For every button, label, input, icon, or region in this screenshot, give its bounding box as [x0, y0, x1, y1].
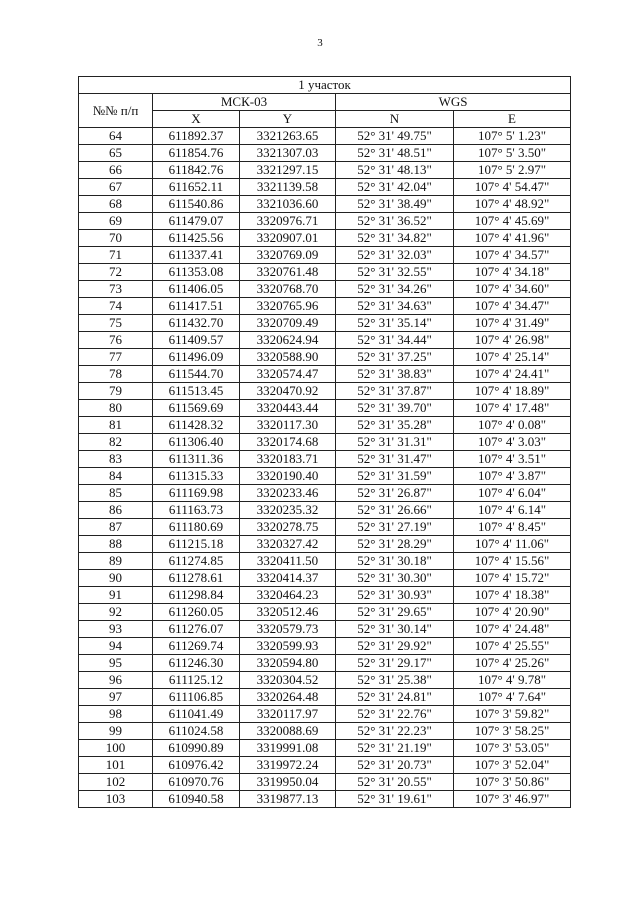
x-cell: 611024.58 [153, 723, 240, 740]
y-cell: 3320117.97 [240, 706, 336, 723]
y-cell: 3321139.58 [240, 179, 336, 196]
x-cell: 611854.76 [153, 145, 240, 162]
table-row [79, 230, 571, 247]
point-number-cell: 69 [79, 213, 153, 230]
n-cell: 52° 31' 48.13" [336, 162, 454, 179]
point-number-cell: 101 [79, 757, 153, 774]
table-row [79, 196, 571, 213]
point-number-cell: 67 [79, 179, 153, 196]
point-number-cell: 74 [79, 298, 153, 315]
x-cell: 611409.57 [153, 332, 240, 349]
n-cell: 52° 31' 22.23" [336, 723, 454, 740]
x-cell: 610976.42 [153, 757, 240, 774]
x-cell: 611337.41 [153, 247, 240, 264]
n-cell: 52° 31' 21.19" [336, 740, 454, 757]
point-number-cell: 95 [79, 655, 153, 672]
e-cell: 107° 4' 41.96" [454, 230, 571, 247]
y-cell: 3320443.44 [240, 400, 336, 417]
e-cell: 107° 3' 52.04" [454, 757, 571, 774]
table-row [79, 264, 571, 281]
x-cell: 611406.05 [153, 281, 240, 298]
table-row [79, 740, 571, 757]
y-cell: 3319972.24 [240, 757, 336, 774]
table-row [79, 400, 571, 417]
n-cell: 52° 31' 49.75" [336, 128, 454, 145]
e-cell: 107° 4' 0.08" [454, 417, 571, 434]
n-cell: 52° 31' 39.70" [336, 400, 454, 417]
n-cell: 52° 31' 27.19" [336, 519, 454, 536]
table-row [79, 706, 571, 723]
n-cell: 52° 31' 29.17" [336, 655, 454, 672]
e-cell: 107° 4' 20.90" [454, 604, 571, 621]
x-cell: 611041.49 [153, 706, 240, 723]
x-cell: 611215.18 [153, 536, 240, 553]
table-row [79, 536, 571, 553]
y-cell: 3320599.93 [240, 638, 336, 655]
e-cell: 107° 4' 45.69" [454, 213, 571, 230]
point-number-cell: 72 [79, 264, 153, 281]
n-cell: 52° 31' 36.52" [336, 213, 454, 230]
table-row [79, 485, 571, 502]
x-cell: 611353.08 [153, 264, 240, 281]
point-number-cell: 97 [79, 689, 153, 706]
x-cell: 611180.69 [153, 519, 240, 536]
n-cell: 52° 31' 28.29" [336, 536, 454, 553]
n-cell: 52° 31' 35.28" [336, 417, 454, 434]
x-cell: 611276.07 [153, 621, 240, 638]
table-row [79, 383, 571, 400]
e-cell: 107° 4' 25.26" [454, 655, 571, 672]
n-cell: 52° 31' 24.81" [336, 689, 454, 706]
x-cell: 611544.70 [153, 366, 240, 383]
y-cell: 3321307.03 [240, 145, 336, 162]
x-cell: 611125.12 [153, 672, 240, 689]
e-cell: 107° 4' 34.47" [454, 298, 571, 315]
n-cell: 52° 31' 20.73" [336, 757, 454, 774]
x-cell: 611260.05 [153, 604, 240, 621]
point-number-cell: 79 [79, 383, 153, 400]
y-column-header: Y [240, 111, 336, 128]
table-row [79, 332, 571, 349]
coordinates-table [78, 76, 571, 808]
y-cell: 3320976.71 [240, 213, 336, 230]
point-number-cell: 87 [79, 519, 153, 536]
x-cell: 611892.37 [153, 128, 240, 145]
point-number-cell: 73 [79, 281, 153, 298]
y-cell: 3320117.30 [240, 417, 336, 434]
e-cell: 107° 4' 9.78" [454, 672, 571, 689]
x-cell: 610940.58 [153, 791, 240, 808]
y-cell: 3320278.75 [240, 519, 336, 536]
wgs-group-header: WGS [336, 94, 571, 111]
e-cell: 107° 4' 6.14" [454, 502, 571, 519]
n-cell: 52° 31' 26.66" [336, 502, 454, 519]
e-cell: 107° 4' 25.55" [454, 638, 571, 655]
point-number-cell: 96 [79, 672, 153, 689]
x-cell: 611315.33 [153, 468, 240, 485]
n-cell: 52° 31' 30.18" [336, 553, 454, 570]
table-row [79, 128, 571, 145]
table-row [79, 570, 571, 587]
point-number-header: №№ п/п [79, 94, 153, 128]
y-cell: 3320183.71 [240, 451, 336, 468]
e-cell: 107° 3' 59.82" [454, 706, 571, 723]
y-cell: 3320304.52 [240, 672, 336, 689]
n-cell: 52° 31' 31.47" [336, 451, 454, 468]
e-cell: 107° 4' 17.48" [454, 400, 571, 417]
point-number-cell: 86 [79, 502, 153, 519]
y-cell: 3320235.32 [240, 502, 336, 519]
n-cell: 52° 31' 31.59" [336, 468, 454, 485]
e-cell: 107° 4' 3.87" [454, 468, 571, 485]
e-cell: 107° 5' 2.97" [454, 162, 571, 179]
n-cell: 52° 31' 34.26" [336, 281, 454, 298]
x-cell: 611652.11 [153, 179, 240, 196]
e-cell: 107° 4' 3.03" [454, 434, 571, 451]
point-number-cell: 102 [79, 774, 153, 791]
y-cell: 3320190.40 [240, 468, 336, 485]
table-row [79, 638, 571, 655]
table-row [79, 723, 571, 740]
y-cell: 3321036.60 [240, 196, 336, 213]
point-number-cell: 82 [79, 434, 153, 451]
table-row [79, 434, 571, 451]
e-cell: 107° 3' 58.25" [454, 723, 571, 740]
table-row [79, 298, 571, 315]
e-cell: 107° 4' 26.98" [454, 332, 571, 349]
x-cell: 611278.61 [153, 570, 240, 587]
y-cell: 3321297.15 [240, 162, 336, 179]
table-row [79, 519, 571, 536]
e-cell: 107° 4' 3.51" [454, 451, 571, 468]
point-number-cell: 91 [79, 587, 153, 604]
e-cell: 107° 4' 34.18" [454, 264, 571, 281]
table-row [79, 451, 571, 468]
table-row [79, 247, 571, 264]
y-cell: 3320574.47 [240, 366, 336, 383]
point-number-cell: 90 [79, 570, 153, 587]
x-cell: 611432.70 [153, 315, 240, 332]
x-cell: 611306.40 [153, 434, 240, 451]
n-cell: 52° 31' 37.87" [336, 383, 454, 400]
n-cell: 52° 31' 30.30" [336, 570, 454, 587]
e-cell: 107° 4' 11.06" [454, 536, 571, 553]
n-cell: 52° 31' 29.92" [336, 638, 454, 655]
x-cell: 611417.51 [153, 298, 240, 315]
table-row [79, 757, 571, 774]
point-number-cell: 100 [79, 740, 153, 757]
y-cell: 3320709.49 [240, 315, 336, 332]
e-cell: 107° 3' 50.86" [454, 774, 571, 791]
point-number-cell: 78 [79, 366, 153, 383]
y-cell: 3319950.04 [240, 774, 336, 791]
table-row [79, 349, 571, 366]
y-cell: 3320233.46 [240, 485, 336, 502]
table-row [79, 553, 571, 570]
e-cell: 107° 3' 46.97" [454, 791, 571, 808]
y-cell: 3320264.48 [240, 689, 336, 706]
point-number-cell: 70 [79, 230, 153, 247]
e-cell: 107° 4' 48.92" [454, 196, 571, 213]
e-column-header: E [454, 111, 571, 128]
point-number-cell: 65 [79, 145, 153, 162]
e-cell: 107° 4' 24.48" [454, 621, 571, 638]
e-cell: 107° 5' 3.50" [454, 145, 571, 162]
y-cell: 3320464.23 [240, 587, 336, 604]
y-cell: 3320174.68 [240, 434, 336, 451]
x-cell: 611428.32 [153, 417, 240, 434]
table-row [79, 213, 571, 230]
point-number-cell: 103 [79, 791, 153, 808]
x-cell: 611246.30 [153, 655, 240, 672]
e-cell: 107° 4' 24.41" [454, 366, 571, 383]
table-row [79, 315, 571, 332]
y-cell: 3320088.69 [240, 723, 336, 740]
n-cell: 52° 31' 32.03" [336, 247, 454, 264]
y-cell: 3319991.08 [240, 740, 336, 757]
n-cell: 52° 31' 29.65" [336, 604, 454, 621]
n-cell: 52° 31' 34.63" [336, 298, 454, 315]
x-cell: 611569.69 [153, 400, 240, 417]
n-cell: 52° 31' 31.31" [336, 434, 454, 451]
point-number-cell: 71 [79, 247, 153, 264]
table-row [79, 655, 571, 672]
n-cell: 52° 31' 42.04" [336, 179, 454, 196]
x-cell: 610970.76 [153, 774, 240, 791]
table-row [79, 621, 571, 638]
y-cell: 3320470.92 [240, 383, 336, 400]
x-cell: 611479.07 [153, 213, 240, 230]
table-row [79, 468, 571, 485]
x-cell: 611496.09 [153, 349, 240, 366]
y-cell: 3320512.46 [240, 604, 336, 621]
table-row [79, 145, 571, 162]
point-number-cell: 80 [79, 400, 153, 417]
point-number-cell: 99 [79, 723, 153, 740]
e-cell: 107° 5' 1.23" [454, 128, 571, 145]
y-cell: 3319877.13 [240, 791, 336, 808]
n-cell: 52° 31' 30.93" [336, 587, 454, 604]
point-number-cell: 83 [79, 451, 153, 468]
table-row [79, 791, 571, 808]
n-cell: 52° 31' 37.25" [336, 349, 454, 366]
x-cell: 611540.86 [153, 196, 240, 213]
x-cell: 611513.45 [153, 383, 240, 400]
table-row [79, 366, 571, 383]
n-cell: 52° 31' 35.14" [336, 315, 454, 332]
n-cell: 52° 31' 38.49" [336, 196, 454, 213]
table-row [79, 774, 571, 791]
n-cell: 52° 31' 19.61" [336, 791, 454, 808]
y-cell: 3320327.42 [240, 536, 336, 553]
x-cell: 611311.36 [153, 451, 240, 468]
e-cell: 107° 3' 53.05" [454, 740, 571, 757]
y-cell: 3320624.94 [240, 332, 336, 349]
x-cell: 611298.84 [153, 587, 240, 604]
y-cell: 3320594.80 [240, 655, 336, 672]
x-cell: 611425.56 [153, 230, 240, 247]
x-cell: 610990.89 [153, 740, 240, 757]
e-cell: 107° 4' 7.64" [454, 689, 571, 706]
e-cell: 107° 4' 34.60" [454, 281, 571, 298]
point-number-cell: 77 [79, 349, 153, 366]
n-column-header: N [336, 111, 454, 128]
n-cell: 52° 31' 48.51" [336, 145, 454, 162]
n-cell: 52° 31' 20.55" [336, 774, 454, 791]
point-number-cell: 93 [79, 621, 153, 638]
n-cell: 52° 31' 22.76" [336, 706, 454, 723]
point-number-cell: 85 [79, 485, 153, 502]
table-row [79, 417, 571, 434]
x-cell: 611269.74 [153, 638, 240, 655]
n-cell: 52° 31' 30.14" [336, 621, 454, 638]
y-cell: 3320588.90 [240, 349, 336, 366]
y-cell: 3320761.48 [240, 264, 336, 281]
point-number-cell: 88 [79, 536, 153, 553]
e-cell: 107° 4' 34.57" [454, 247, 571, 264]
x-cell: 611842.76 [153, 162, 240, 179]
y-cell: 3320907.01 [240, 230, 336, 247]
point-number-cell: 81 [79, 417, 153, 434]
y-cell: 3320769.09 [240, 247, 336, 264]
table-row [79, 604, 571, 621]
e-cell: 107° 4' 15.56" [454, 553, 571, 570]
x-cell: 611169.98 [153, 485, 240, 502]
y-cell: 3321263.65 [240, 128, 336, 145]
x-cell: 611106.85 [153, 689, 240, 706]
point-number-cell: 76 [79, 332, 153, 349]
page-number: 3 [317, 37, 323, 49]
e-cell: 107° 4' 15.72" [454, 570, 571, 587]
point-number-cell: 92 [79, 604, 153, 621]
msk-group-header: МСК-03 [153, 94, 336, 111]
x-column-header: X [153, 111, 240, 128]
e-cell: 107° 4' 31.49" [454, 315, 571, 332]
table-row [79, 502, 571, 519]
y-cell: 3320579.73 [240, 621, 336, 638]
point-number-cell: 68 [79, 196, 153, 213]
x-cell: 611163.73 [153, 502, 240, 519]
point-number-cell: 98 [79, 706, 153, 723]
table-row [79, 281, 571, 298]
e-cell: 107° 4' 54.47" [454, 179, 571, 196]
point-number-cell: 84 [79, 468, 153, 485]
x-cell: 611274.85 [153, 553, 240, 570]
table-row [79, 689, 571, 706]
table-row [79, 162, 571, 179]
table-body [79, 128, 571, 808]
n-cell: 52° 31' 25.38" [336, 672, 454, 689]
point-number-cell: 66 [79, 162, 153, 179]
table-row [79, 672, 571, 689]
e-cell: 107° 4' 18.89" [454, 383, 571, 400]
n-cell: 52° 31' 32.55" [336, 264, 454, 281]
n-cell: 52° 31' 34.44" [336, 332, 454, 349]
point-number-cell: 75 [79, 315, 153, 332]
y-cell: 3320765.96 [240, 298, 336, 315]
n-cell: 52° 31' 34.82" [336, 230, 454, 247]
table-row [79, 587, 571, 604]
n-cell: 52° 31' 38.83" [336, 366, 454, 383]
point-number-cell: 89 [79, 553, 153, 570]
y-cell: 3320414.37 [240, 570, 336, 587]
e-cell: 107° 4' 18.38" [454, 587, 571, 604]
table-row [79, 179, 571, 196]
point-number-cell: 64 [79, 128, 153, 145]
e-cell: 107° 4' 25.14" [454, 349, 571, 366]
e-cell: 107° 4' 6.04" [454, 485, 571, 502]
section-title: 1 участок [79, 77, 571, 94]
e-cell: 107° 4' 8.45" [454, 519, 571, 536]
point-number-cell: 94 [79, 638, 153, 655]
y-cell: 3320411.50 [240, 553, 336, 570]
y-cell: 3320768.70 [240, 281, 336, 298]
n-cell: 52° 31' 26.87" [336, 485, 454, 502]
